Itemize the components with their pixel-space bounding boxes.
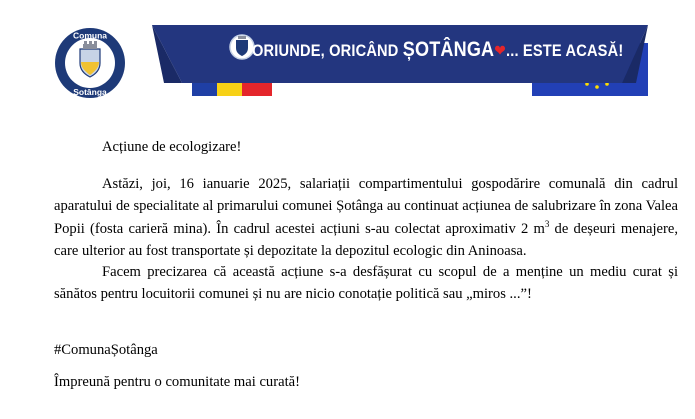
crown-icon	[83, 44, 97, 49]
crown-tooth-icon	[89, 41, 92, 44]
banner-slogan-before: ORIUNDE, ORICÂND	[252, 41, 399, 60]
comuna-sotanga-logo	[54, 27, 126, 99]
paragraph-1-text: Astăzi, joi, 16 ianuarie 2025, salariații compartimentului gospodărire comunală din cadrul aparatului de specialitate al primarului comunei Șotânga au continuat acțiunea de salubrizare în zona Valea Popii (fosta carieră mina). În cadrul acestei acțiuni s-au colectat aproximativ 2 m	[54, 176, 678, 237]
banner-slogan-name: ȘOTÂNGA	[402, 38, 495, 61]
crown-tooth-icon	[94, 41, 97, 44]
paragraph-1	[54, 173, 678, 263]
paragraph-1-text-end: de deșeuri menajere, care ulterior au fost transportate și depozitate la depozitul ecologic din Aninoasa.	[54, 220, 678, 260]
logo-top-text: Comuna	[73, 30, 107, 41]
heart-icon: ❤	[494, 43, 506, 60]
logo-bottom-text: Șotânga	[73, 87, 107, 97]
paragraph-2: Facem precizarea că această acțiune s-a desfășurat cu scopul de a menține un mediu curat și sănătos pentru locuitorii comunei și nu are nicio conotație politică sau „miros ...”!	[54, 264, 678, 303]
banner-slogan	[252, 38, 623, 62]
document-title: Acțiune de ecologizare!	[102, 139, 242, 155]
hashtag: #ComunaȘotânga	[54, 342, 158, 358]
banner-crest-icon	[230, 35, 254, 59]
cubic-superscript: 3	[544, 218, 550, 229]
closing-line: Împreună pentru o comunitate mai curată!	[54, 374, 300, 390]
banner-slogan-after: ... ESTE ACASĂ!	[505, 41, 624, 60]
crown-tooth-icon	[84, 41, 87, 44]
